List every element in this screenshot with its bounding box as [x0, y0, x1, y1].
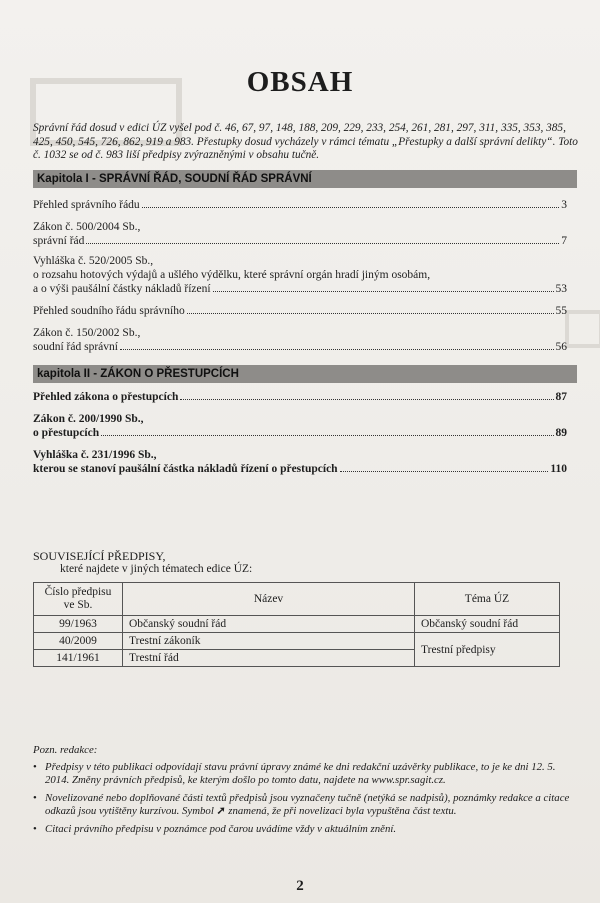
- note-item: • Předpisy v této publikaci odpovídají stavu právní úpravy známé ke dni redakční uzávěrky publikace, to je ke dni 12. 5. 2014. Změny právních předpisů, ke kterým došlo po tomto datu, najdete na www.spr.sagit.cz.: [33, 761, 578, 787]
- intro-paragraph: Správní řád dosud v edici ÚZ vyšel pod č. 46, 67, 97, 148, 188, 209, 229, 233, 254, 261, 281, 297, 311, 335, 353, 385, 425, 450, 545, 726, 862, 919 a 983. Přestupky dosud vycházely v rámci tématu „Přestupky a další správní delikty“. Toto č. 1032 se od č. 983 liší předpisy zvýrazněnými v obsahu tučně.: [33, 122, 578, 161]
- page-number: 2: [296, 878, 304, 894]
- related-subtitle: které najdete v jiných tématech edice ÚZ:: [60, 563, 253, 575]
- chapter-heading: Kapitola I - SPRÁVNÍ ŘÁD, SOUDNÍ ŘÁD SPRÁVNÍ: [33, 170, 577, 188]
- bleed-through-logo: [565, 310, 600, 348]
- table-cell: Trestní zákoník: [123, 633, 415, 650]
- toc-entry[interactable]: Přehled správního řádu 3: [33, 199, 567, 211]
- notes-heading: Pozn. redakce:: [33, 744, 98, 756]
- chapter-heading: kapitola II - ZÁKON O PŘESTUPCÍCH: [33, 365, 577, 383]
- table-header-row: [34, 583, 560, 616]
- table-cell: 141/1961: [34, 650, 123, 667]
- column-header: Téma ÚZ: [415, 583, 560, 616]
- toc-entry[interactable]: Vyhláška č. 231/1996 Sb., kterou se stanoví paušální částka nákladů řízení o přestupcích 110: [33, 449, 567, 475]
- table-cell: Občanský soudní řád: [415, 616, 560, 633]
- table-cell: Občanský soudní řád: [123, 616, 415, 633]
- note-item: • Novelizované nebo doplňované části textů předpisů jsou vyznačeny tučně (netýká se nadpisů), poznámky redakce a citace odkazů jsou vytištěny kurzívou. Symbol ➚ znamená, že při novelizaci byla vypuštěna část textu.: [33, 792, 578, 818]
- editorial-notes: [33, 744, 578, 841]
- toc-entry[interactable]: Zákon č. 200/1990 Sb., o přestupcích 89: [33, 413, 567, 439]
- table-cell: Trestní řád: [123, 650, 415, 667]
- table-row: [34, 616, 560, 633]
- page-title: OBSAH: [246, 66, 354, 98]
- table-cell: Trestní předpisy: [415, 633, 560, 667]
- toc-entry[interactable]: Přehled soudního řádu správního 55: [33, 305, 567, 317]
- toc-entry[interactable]: Vyhláška č. 520/2005 Sb., o rozsahu hotových výdajů a ušlého výdělku, které správní orgán hradí jiným osobám, a o výši paušální částky nákladů řízení 53: [33, 255, 567, 295]
- arrow-icon: ➚: [216, 805, 226, 817]
- toc-entry[interactable]: Zákon č. 500/2004 Sb., správní řád 7: [33, 221, 567, 247]
- column-header: Číslo předpisu ve Sb.: [34, 583, 123, 616]
- table-cell: 40/2009: [34, 633, 123, 650]
- related-table: [33, 582, 560, 667]
- related-title: SOUVISEJÍCÍ PŘEDPISY,: [33, 549, 166, 563]
- column-header: Název: [123, 583, 415, 616]
- table-cell: 99/1963: [34, 616, 123, 633]
- toc-entry[interactable]: Zákon č. 150/2002 Sb., soudní řád správní 56: [33, 327, 567, 353]
- note-item: • Citaci právního předpisu v poznámce pod čarou uvádíme vždy v aktuálním znění.: [33, 823, 578, 836]
- toc-entry[interactable]: Přehled zákona o přestupcích 87: [33, 391, 567, 403]
- table-row: [34, 633, 560, 650]
